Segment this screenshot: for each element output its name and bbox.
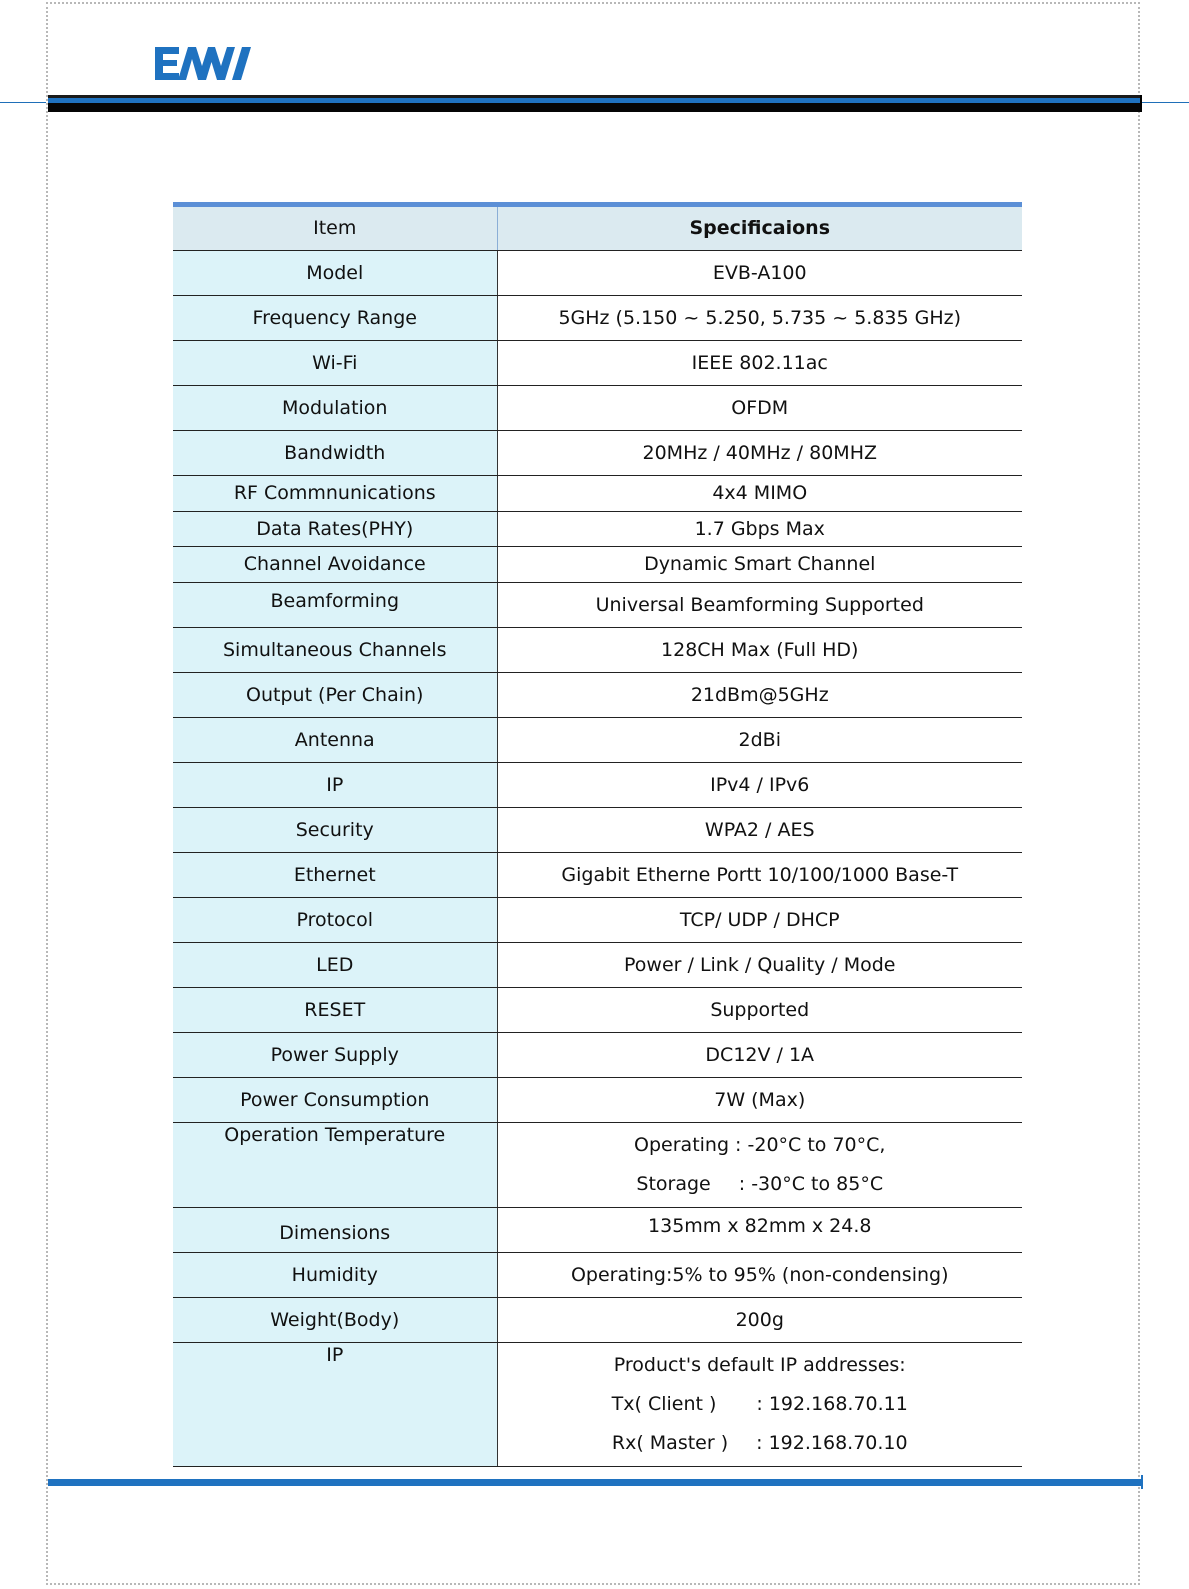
table-row bbox=[173, 718, 1022, 763]
value-line: Operating : -20°C to 70°C, bbox=[634, 1134, 886, 1156]
table-row bbox=[173, 547, 1022, 583]
table-row bbox=[173, 341, 1022, 386]
row-value: 128CH Max (Full HD) bbox=[497, 628, 1022, 673]
row-value bbox=[497, 1343, 1022, 1467]
column-header-spec: Specificaions bbox=[497, 205, 1022, 251]
row-label: Antenna bbox=[173, 718, 497, 763]
left-edge-line bbox=[0, 102, 46, 103]
table-row bbox=[173, 763, 1022, 808]
value-text: : 192.168.70.10 bbox=[756, 1432, 908, 1454]
table-row bbox=[173, 386, 1022, 431]
value-line bbox=[504, 1165, 1017, 1204]
row-value: Gigabit Etherne Portt 10/100/1000 Base-T bbox=[497, 853, 1022, 898]
table-row bbox=[173, 1253, 1022, 1298]
table-row bbox=[173, 1033, 1022, 1078]
row-label: Ethernet bbox=[173, 853, 497, 898]
row-value: OFDM bbox=[497, 386, 1022, 431]
row-label: Data Rates(PHY) bbox=[173, 512, 497, 547]
row-label: Security bbox=[173, 808, 497, 853]
value-text: : 192.168.70.11 bbox=[756, 1393, 908, 1415]
table-row bbox=[173, 296, 1022, 341]
table-row bbox=[173, 1078, 1022, 1123]
table-row bbox=[173, 431, 1022, 476]
value-line bbox=[504, 1385, 1017, 1424]
header-rule-cap bbox=[1140, 95, 1142, 112]
row-label: IP bbox=[173, 763, 497, 808]
right-edge-line bbox=[1142, 102, 1189, 103]
row-value: 135mm x 82mm x 24.8 bbox=[497, 1208, 1022, 1253]
row-label: Wi-Fi bbox=[173, 341, 497, 386]
row-value: IPv4 / IPv6 bbox=[497, 763, 1022, 808]
row-value: 20MHz / 40MHz / 80MHZ bbox=[497, 431, 1022, 476]
row-label: Output (Per Chain) bbox=[173, 673, 497, 718]
row-value: 21dBm@5GHz bbox=[497, 673, 1022, 718]
row-label: Channel Avoidance bbox=[173, 547, 497, 583]
table-row bbox=[173, 943, 1022, 988]
row-value bbox=[497, 1123, 1022, 1208]
row-value: 7W (Max) bbox=[497, 1078, 1022, 1123]
row-label: Power Consumption bbox=[173, 1078, 497, 1123]
table-row bbox=[173, 1343, 1022, 1467]
row-label: Bandwidth bbox=[173, 431, 497, 476]
row-value: Dynamic Smart Channel bbox=[497, 547, 1022, 583]
table-row bbox=[173, 673, 1022, 718]
header-rule-black bbox=[48, 103, 1140, 112]
row-value: Universal Beamforming Supported bbox=[497, 583, 1022, 628]
table-row bbox=[173, 1123, 1022, 1208]
row-label: Simultaneous Channels bbox=[173, 628, 497, 673]
table-row bbox=[173, 853, 1022, 898]
row-value: IEEE 802.11ac bbox=[497, 341, 1022, 386]
row-value: 4x4 MIMO bbox=[497, 476, 1022, 512]
row-value: EVB-A100 bbox=[497, 251, 1022, 296]
table-row bbox=[173, 476, 1022, 512]
value-label: Storage bbox=[636, 1173, 711, 1195]
row-value: 2dBi bbox=[497, 718, 1022, 763]
row-label: Power Supply bbox=[173, 1033, 497, 1078]
row-value: DC12V / 1A bbox=[497, 1033, 1022, 1078]
table-row bbox=[173, 628, 1022, 673]
header-row bbox=[173, 205, 1022, 251]
value-label: Rx( Master ) bbox=[611, 1432, 729, 1454]
row-value: 200g bbox=[497, 1298, 1022, 1343]
row-value: Supported bbox=[497, 988, 1022, 1033]
footer-rule-cap bbox=[1141, 1475, 1143, 1489]
row-value: 1.7 Gbps Max bbox=[497, 512, 1022, 547]
row-label: RF Commnunications bbox=[173, 476, 497, 512]
row-label: Weight(Body) bbox=[173, 1298, 497, 1343]
row-value: Power / Link / Quality / Mode bbox=[497, 943, 1022, 988]
table-row bbox=[173, 251, 1022, 296]
table-row bbox=[173, 583, 1022, 628]
value-line: Product's default IP addresses: bbox=[613, 1354, 906, 1376]
value-text: : -30°C to 85°C bbox=[738, 1173, 884, 1195]
column-header-item: Item bbox=[173, 205, 497, 251]
value-line bbox=[504, 1424, 1017, 1463]
table-row bbox=[173, 1298, 1022, 1343]
row-label: IP bbox=[173, 1343, 497, 1467]
row-label: Protocol bbox=[173, 898, 497, 943]
row-label: LED bbox=[173, 943, 497, 988]
row-label: Humidity bbox=[173, 1253, 497, 1298]
table-row bbox=[173, 988, 1022, 1033]
row-value: Operating:5% to 95% (non-condensing) bbox=[497, 1253, 1022, 1298]
value-label: Tx( Client ) bbox=[611, 1393, 717, 1415]
row-value: 5GHz (5.150 ~ 5.250, 5.735 ~ 5.835 GHz) bbox=[497, 296, 1022, 341]
row-value: TCP/ UDP / DHCP bbox=[497, 898, 1022, 943]
row-label: Beamforming bbox=[173, 583, 497, 628]
table-row bbox=[173, 898, 1022, 943]
row-label: RESET bbox=[173, 988, 497, 1033]
table-row bbox=[173, 512, 1022, 547]
row-label: Dimensions bbox=[173, 1208, 497, 1253]
emw-logo bbox=[155, 44, 255, 82]
row-label: Model bbox=[173, 251, 497, 296]
row-label: Modulation bbox=[173, 386, 497, 431]
table-row bbox=[173, 1208, 1022, 1253]
table-row bbox=[173, 808, 1022, 853]
row-label: Operation Temperature bbox=[173, 1123, 497, 1208]
footer-rule bbox=[48, 1479, 1142, 1486]
row-value: WPA2 / AES bbox=[497, 808, 1022, 853]
row-label: Frequency Range bbox=[173, 296, 497, 341]
spec-table bbox=[173, 202, 1022, 1467]
